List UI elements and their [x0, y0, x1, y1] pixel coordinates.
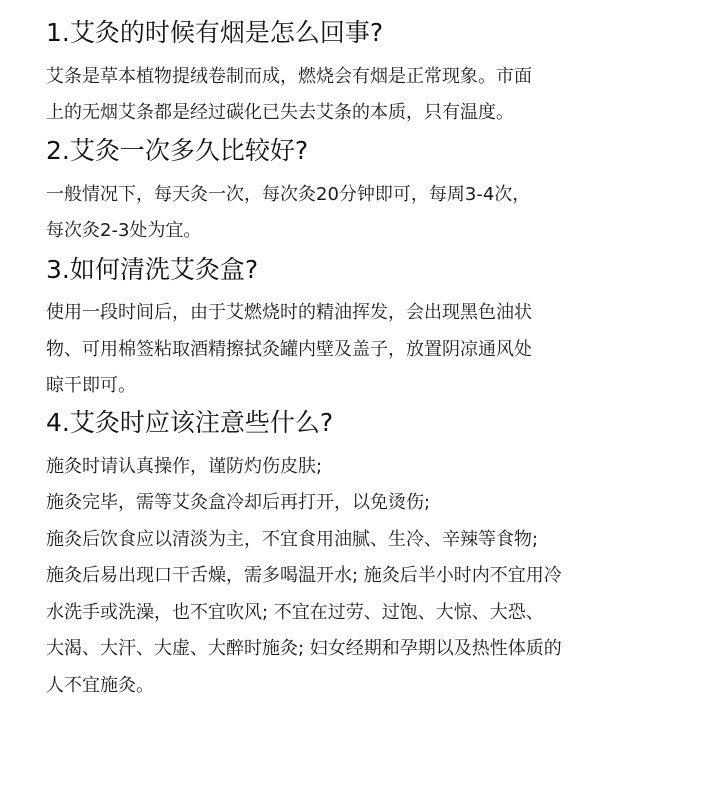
section-4-line-4: 施灸后易出现口干舌燥，需多喝温开水; 施灸后半小时内不宜用冷	[46, 565, 562, 586]
section-3-heading: 3.如何清洗艾灸盒?	[46, 255, 259, 284]
section-4-line-1: 施灸时请认真操作，谨防灼伤皮肤;	[46, 456, 323, 477]
section-4-line-6: 大渴、大汗、大虚、大醉时施灸; 妇女经期和孕期以及热性体质的	[46, 638, 562, 659]
section-4-line-7: 人不宜施灸。	[46, 675, 154, 696]
section-2-line-2: 每次灸2-3处为宜。	[46, 220, 202, 241]
section-2-heading: 2.艾灸一次多久比较好?	[46, 136, 309, 165]
section-4-heading: 4.艾灸时应该注意些什么?	[46, 408, 334, 437]
section-3-line-2: 物、可用棉签粘取酒精擦拭灸罐内壁及盖子，放置阴凉通风处	[46, 339, 532, 360]
section-1-line-2: 上的无烟艾条都是经过碳化已失去艾条的本质，只有温度。	[46, 102, 514, 123]
section-1-line-1: 艾条是草本植物提绒卷制而成，燃烧会有烟是正常现象。市面	[46, 66, 532, 87]
section-4-line-3: 施灸后饮食应以清淡为主，不宜食用油腻、生冷、辛辣等食物;	[46, 529, 539, 550]
section-2-line-1: 一般情况下，每天灸一次，每次灸20分钟即可，每周3-4次，	[46, 184, 531, 205]
section-4-line-5: 水洗手或洗澡，也不宜吹风; 不宜在过劳、过饱、大惊、大恐、	[46, 602, 544, 623]
section-4-line-2: 施灸完毕，需等艾灸盒冷却后再打开，以免烫伤;	[46, 492, 431, 513]
section-1-heading: 1.艾灸的时候有烟是怎么回事?	[46, 18, 384, 47]
section-3-line-1: 使用一段时间后，由于艾燃烧时的精油挥发，会出现黑色油状	[46, 302, 532, 323]
section-3-line-3: 晾干即可。	[46, 375, 136, 396]
